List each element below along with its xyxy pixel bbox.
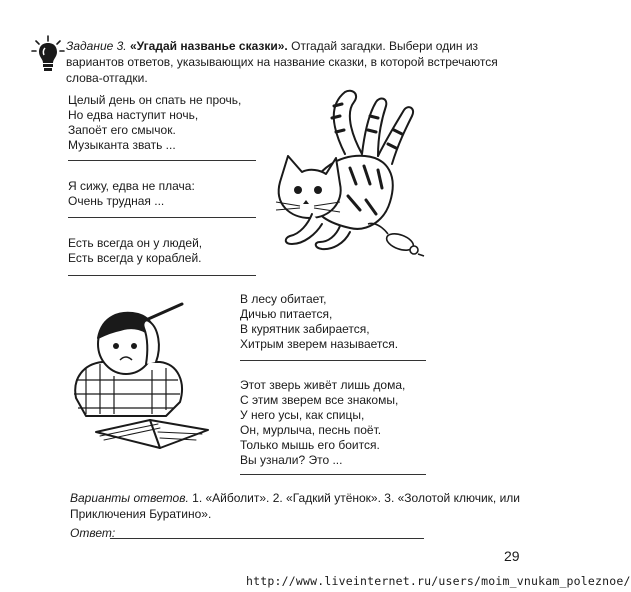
answer-line-5[interactable] xyxy=(240,474,426,475)
page-number: 29 xyxy=(504,548,520,564)
task-number: Задание 3. xyxy=(66,39,127,53)
riddle-2: Я сижу, едва не плача: Очень трудная ... xyxy=(68,179,195,208)
footer-url[interactable]: http://www.liveinternet.ru/users/moim_vnukam_poleznoe/ xyxy=(246,574,631,588)
answer-variants xyxy=(70,490,536,522)
answer-line-2[interactable] xyxy=(68,217,256,218)
riddle-4: В лесу обитает, Дичью питается, В курятник забирается, Хитрым зверем называется. xyxy=(240,292,399,351)
cat-illustration xyxy=(270,84,430,274)
variants-label: Варианты ответов. xyxy=(70,491,189,505)
answer-line-3[interactable] xyxy=(68,275,256,276)
riddle-1: Целый день он спать не прочь, Но едва наступит ночь, Запоёт его смычок. Музыканта звать ... xyxy=(68,93,242,152)
answer-line-4[interactable] xyxy=(240,360,426,361)
boy-illustration xyxy=(62,298,232,470)
answer-line-1[interactable] xyxy=(68,160,256,161)
riddle-3: Есть всегда он у людей, Есть всегда у кораблей. xyxy=(68,236,203,265)
riddle-5: Этот зверь живёт лишь дома, С этим зверем все знакомы, У него усы, как спицы, Он, мурлыча, песнь поёт. Только мышь его боится. Вы узнали? Это ... xyxy=(240,378,406,467)
variants-text: 1. «Айболит». 2. «Гадкий утёнок». 3. «Золотой ключик, или Приключения Буратино». xyxy=(70,491,520,521)
task-text: Отгадай загадки. Выбери один из вариантов ответов, указывающих на название сказки, в которой встречаются слова-отгадки. xyxy=(66,39,498,85)
task-heading xyxy=(66,38,534,86)
task-title: «Угадай названье сказки». xyxy=(129,39,288,53)
lightbulb-icon xyxy=(30,34,66,74)
answer-input-line[interactable] xyxy=(110,538,424,539)
answer-label: Ответ: xyxy=(70,526,116,540)
